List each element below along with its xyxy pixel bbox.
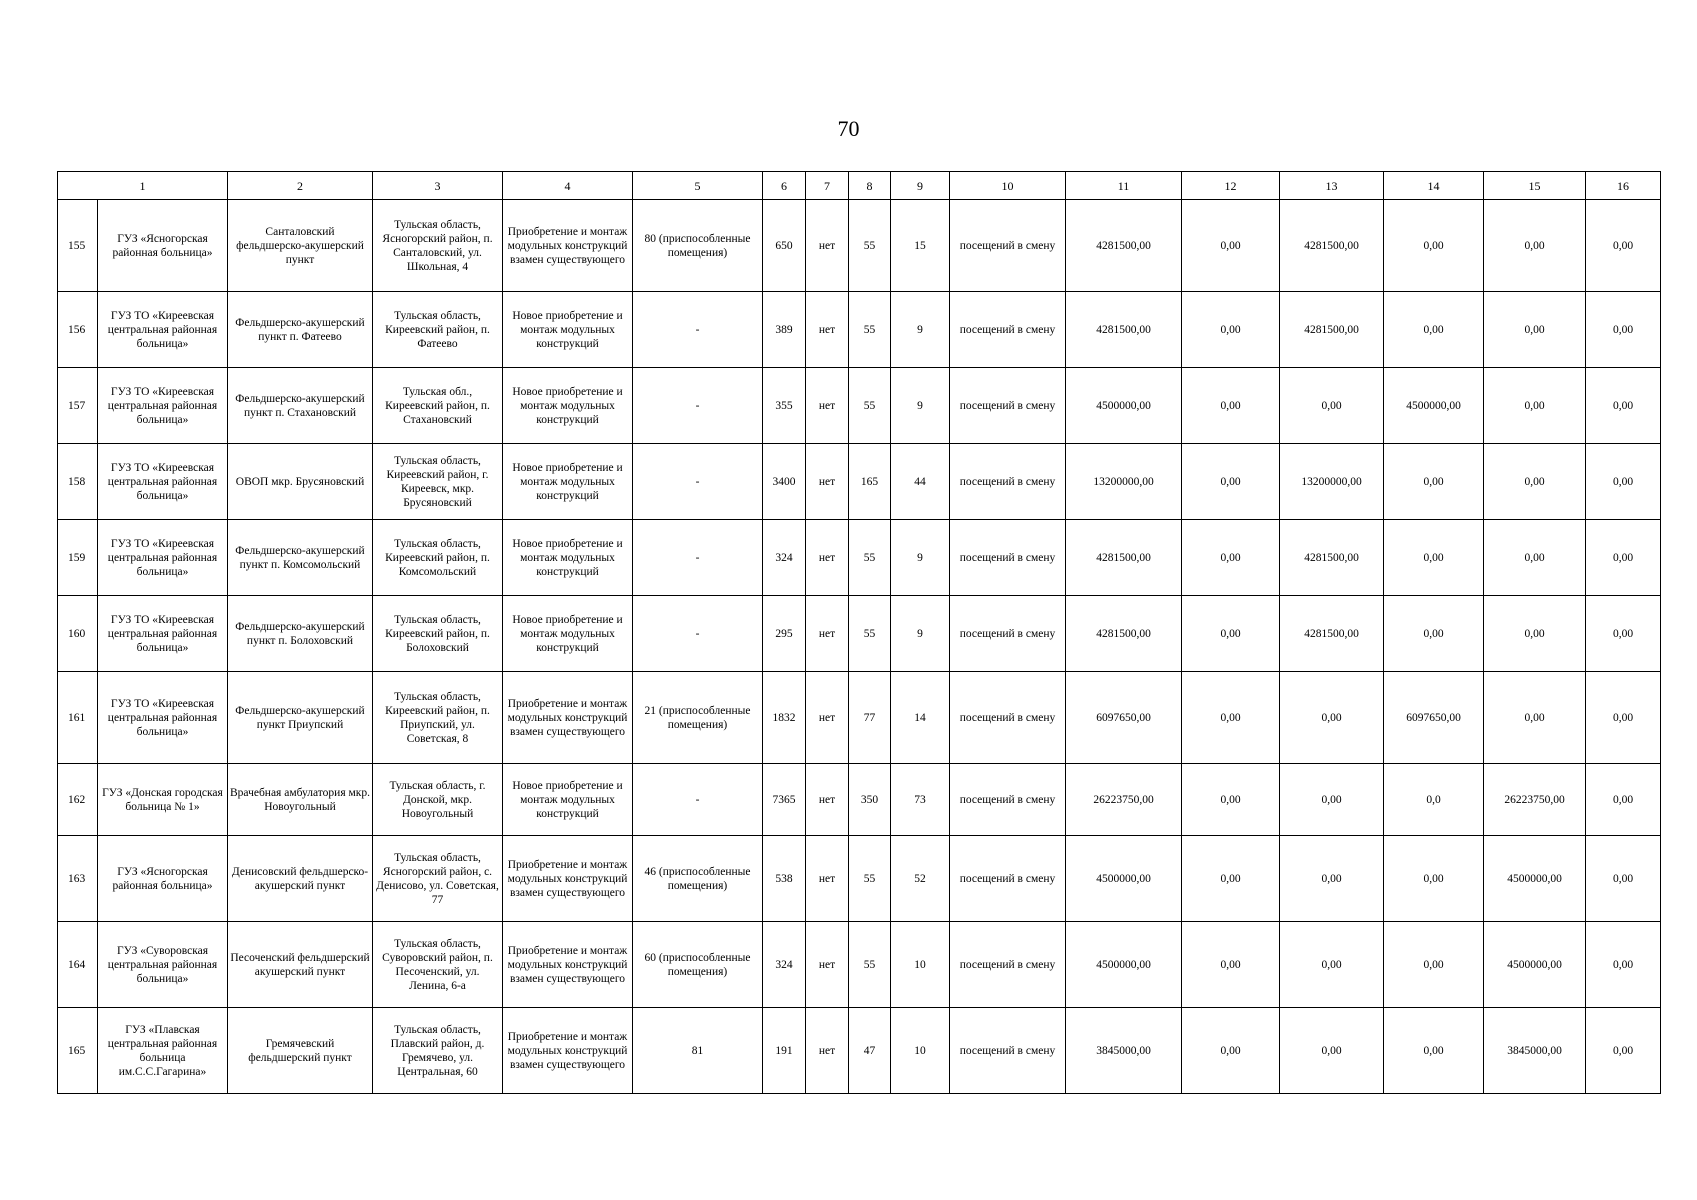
table-cell: 0,00 xyxy=(1586,520,1661,596)
table-cell: 650 xyxy=(763,200,806,292)
table-cell: Фельдшерско-акушерский пункт Приупский xyxy=(228,672,373,764)
row-number-cell: 163 xyxy=(58,836,98,922)
table-cell: 55 xyxy=(849,836,891,922)
table-cell: - xyxy=(633,292,763,368)
table-cell: 0,00 xyxy=(1586,200,1661,292)
table-cell: 0,00 xyxy=(1384,520,1484,596)
table-cell: 0,00 xyxy=(1586,672,1661,764)
table-cell: нет xyxy=(806,596,849,672)
table-cell: 324 xyxy=(763,520,806,596)
table-cell: Санталовский фельдшерско-акушерский пункт xyxy=(228,200,373,292)
column-header: 7 xyxy=(806,172,849,200)
table-cell: ГУЗ ТО «Киреевская центральная районная больница» xyxy=(98,520,228,596)
column-header: 12 xyxy=(1182,172,1280,200)
table-cell: посещений в смену xyxy=(950,292,1066,368)
table-cell: ГУЗ ТО «Киреевская центральная районная больница» xyxy=(98,596,228,672)
table-cell: 21 (приспособленные помещения) xyxy=(633,672,763,764)
column-header: 15 xyxy=(1484,172,1586,200)
table-cell: Тульская область, Киреевский район, п. Болоховский xyxy=(373,596,503,672)
table-row xyxy=(58,200,1661,292)
table-cell: 0,00 xyxy=(1182,292,1280,368)
table-cell: 0,00 xyxy=(1484,596,1586,672)
table-cell: 44 xyxy=(891,444,950,520)
row-number-cell: 162 xyxy=(58,764,98,836)
table-cell: 4281500,00 xyxy=(1280,596,1384,672)
table-cell: - xyxy=(633,444,763,520)
table-cell: нет xyxy=(806,764,849,836)
table-cell: ГУЗ «Донская городская больница № 1» xyxy=(98,764,228,836)
table-cell: 73 xyxy=(891,764,950,836)
table-cell: 0,00 xyxy=(1384,596,1484,672)
row-number-cell: 157 xyxy=(58,368,98,444)
table-cell: ГУЗ ТО «Киреевская центральная районная больница» xyxy=(98,292,228,368)
table-cell: - xyxy=(633,520,763,596)
table-cell: Гремячевский фельдшерский пункт xyxy=(228,1008,373,1094)
table-cell: 389 xyxy=(763,292,806,368)
table-cell: - xyxy=(633,764,763,836)
table-cell: посещений в смену xyxy=(950,922,1066,1008)
table-cell: 0,00 xyxy=(1586,292,1661,368)
table-cell: 0,0 xyxy=(1384,764,1484,836)
table-cell: 0,00 xyxy=(1484,200,1586,292)
column-header: 5 xyxy=(633,172,763,200)
register-table xyxy=(57,171,1661,1094)
table-cell: ГУЗ ТО «Киреевская центральная районная больница» xyxy=(98,368,228,444)
table-cell: 4500000,00 xyxy=(1066,368,1182,444)
table-cell: 4281500,00 xyxy=(1066,596,1182,672)
table-cell: 10 xyxy=(891,1008,950,1094)
table-cell: 0,00 xyxy=(1182,520,1280,596)
table-cell: ГУЗ «Суворовская центральная районная больница» xyxy=(98,922,228,1008)
table-cell: 6097650,00 xyxy=(1066,672,1182,764)
table-cell: 80 (приспособленные помещения) xyxy=(633,200,763,292)
table-row xyxy=(58,596,1661,672)
column-header: 8 xyxy=(849,172,891,200)
table-cell: нет xyxy=(806,922,849,1008)
row-number-cell: 156 xyxy=(58,292,98,368)
table-cell: 0,00 xyxy=(1586,368,1661,444)
table-cell: Тульская область, Киреевский район, п. Фатеево xyxy=(373,292,503,368)
table-row xyxy=(58,520,1661,596)
table-cell: Тульская область, г. Донской, мкр. Новоугольный xyxy=(373,764,503,836)
table-cell: нет xyxy=(806,292,849,368)
table-row xyxy=(58,922,1661,1008)
table-row xyxy=(58,672,1661,764)
table-cell: посещений в смену xyxy=(950,368,1066,444)
table-cell: 0,00 xyxy=(1182,368,1280,444)
table-cell: ГУЗ ТО «Киреевская центральная районная больница» xyxy=(98,672,228,764)
table-cell: Фельдшерско-акушерский пункт п. Стахановский xyxy=(228,368,373,444)
table-cell: 4500000,00 xyxy=(1384,368,1484,444)
table-cell: ГУЗ ТО «Киреевская центральная районная больница» xyxy=(98,444,228,520)
table-cell: 0,00 xyxy=(1280,368,1384,444)
table-cell: 0,00 xyxy=(1484,520,1586,596)
table-cell: 0,00 xyxy=(1384,292,1484,368)
table-cell: 0,00 xyxy=(1280,764,1384,836)
table-row xyxy=(58,292,1661,368)
table-cell: ГУЗ «Ясногорская районная больница» xyxy=(98,200,228,292)
table-cell: нет xyxy=(806,520,849,596)
table-cell: 4281500,00 xyxy=(1280,520,1384,596)
table-cell: 77 xyxy=(849,672,891,764)
table-cell: 0,00 xyxy=(1280,672,1384,764)
table-cell: Тульская область, Ясногорский район, п. Санталовский, ул. Школьная, 4 xyxy=(373,200,503,292)
table-cell: 0,00 xyxy=(1384,836,1484,922)
table-cell: Приобретение и монтаж модульных конструкций взамен существующего xyxy=(503,1008,633,1094)
table-cell: 47 xyxy=(849,1008,891,1094)
table-cell: 9 xyxy=(891,368,950,444)
table-cell: Фельдшерско-акушерский пункт п. Болоховский xyxy=(228,596,373,672)
table-cell: Приобретение и монтаж модульных конструкций взамен существующего xyxy=(503,836,633,922)
table-cell: 7365 xyxy=(763,764,806,836)
table-cell: Денисовский фельдшерско-акушерский пункт xyxy=(228,836,373,922)
table-cell: 9 xyxy=(891,292,950,368)
table-row xyxy=(58,444,1661,520)
table-cell: нет xyxy=(806,1008,849,1094)
table-cell: ГУЗ «Плавская центральная районная больница им.С.С.Гагарина» xyxy=(98,1008,228,1094)
table-cell: 4500000,00 xyxy=(1484,922,1586,1008)
table-cell: 4281500,00 xyxy=(1066,292,1182,368)
table-cell: Новое приобретение и монтаж модульных конструкций xyxy=(503,368,633,444)
table-cell: Новое приобретение и монтаж модульных конструкций xyxy=(503,596,633,672)
table-cell: 0,00 xyxy=(1182,596,1280,672)
table-cell: 0,00 xyxy=(1384,1008,1484,1094)
column-header: 4 xyxy=(503,172,633,200)
table-cell: 52 xyxy=(891,836,950,922)
table-cell: 4500000,00 xyxy=(1066,836,1182,922)
table-cell: 46 (приспособленные помещения) xyxy=(633,836,763,922)
table-cell: Новое приобретение и монтаж модульных конструкций xyxy=(503,444,633,520)
table-cell: 55 xyxy=(849,368,891,444)
table-cell: 0,00 xyxy=(1586,444,1661,520)
column-header: 10 xyxy=(950,172,1066,200)
table-cell: 165 xyxy=(849,444,891,520)
table-cell: нет xyxy=(806,836,849,922)
table-cell: 1832 xyxy=(763,672,806,764)
table-cell: Тульская область, Киреевский район, п. Комсомольский xyxy=(373,520,503,596)
table-cell: 55 xyxy=(849,596,891,672)
table-cell: посещений в смену xyxy=(950,520,1066,596)
table-cell: 191 xyxy=(763,1008,806,1094)
table-cell: 0,00 xyxy=(1586,1008,1661,1094)
column-header: 6 xyxy=(763,172,806,200)
table-cell: посещений в смену xyxy=(950,1008,1066,1094)
table-cell: посещений в смену xyxy=(950,596,1066,672)
table-cell: Тульская область, Ясногорский район, с. Денисово, ул. Советская, 77 xyxy=(373,836,503,922)
column-header: 9 xyxy=(891,172,950,200)
table-cell: Тульская обл., Киреевский район, п. Стахановский xyxy=(373,368,503,444)
table-cell: 0,00 xyxy=(1586,596,1661,672)
table-cell: 0,00 xyxy=(1384,444,1484,520)
table-cell: 0,00 xyxy=(1182,1008,1280,1094)
table-cell: нет xyxy=(806,368,849,444)
table-cell: 0,00 xyxy=(1484,368,1586,444)
table-cell: 81 xyxy=(633,1008,763,1094)
table-cell: Новое приобретение и монтаж модульных конструкций xyxy=(503,764,633,836)
table-cell: 0,00 xyxy=(1182,672,1280,764)
row-number-cell: 160 xyxy=(58,596,98,672)
row-number-cell: 164 xyxy=(58,922,98,1008)
table-cell: 0,00 xyxy=(1484,672,1586,764)
table-cell: Новое приобретение и монтаж модульных конструкций xyxy=(503,520,633,596)
table-cell: Песоченский фельдшерский акушерский пункт xyxy=(228,922,373,1008)
table-cell: 9 xyxy=(891,596,950,672)
table-cell: 3845000,00 xyxy=(1066,1008,1182,1094)
table-cell: 60 (приспособленные помещения) xyxy=(633,922,763,1008)
table-cell: - xyxy=(633,368,763,444)
table-cell: 4281500,00 xyxy=(1066,520,1182,596)
table-cell: 0,00 xyxy=(1384,922,1484,1008)
table-cell: Приобретение и монтаж модульных конструкций взамен существующего xyxy=(503,200,633,292)
table-cell: нет xyxy=(806,200,849,292)
table-cell: 26223750,00 xyxy=(1066,764,1182,836)
column-header: 1 xyxy=(58,172,228,200)
table-cell: 0,00 xyxy=(1182,200,1280,292)
table-cell: 355 xyxy=(763,368,806,444)
table-cell: 0,00 xyxy=(1586,922,1661,1008)
table-cell: Тульская область, Плавский район, д. Гремячево, ул. Центральная, 60 xyxy=(373,1008,503,1094)
table-cell: 0,00 xyxy=(1182,836,1280,922)
table-cell: 4500000,00 xyxy=(1484,836,1586,922)
table-cell: Тульская область, Киреевский район, г. Киреевск, мкр. Брусяновский xyxy=(373,444,503,520)
table-cell: посещений в смену xyxy=(950,672,1066,764)
column-header: 2 xyxy=(228,172,373,200)
table-cell: 0,00 xyxy=(1182,444,1280,520)
table-cell: ГУЗ «Ясногорская районная больница» xyxy=(98,836,228,922)
table-cell: 4500000,00 xyxy=(1066,922,1182,1008)
table-cell: 0,00 xyxy=(1182,764,1280,836)
table-cell: 55 xyxy=(849,922,891,1008)
table-cell: Тульская область, Киреевский район, п. Приупский, ул. Советская, 8 xyxy=(373,672,503,764)
row-number-cell: 155 xyxy=(58,200,98,292)
table-cell: 350 xyxy=(849,764,891,836)
table-cell: 9 xyxy=(891,520,950,596)
row-number-cell: 158 xyxy=(58,444,98,520)
table-cell: 10 xyxy=(891,922,950,1008)
table-cell: 324 xyxy=(763,922,806,1008)
table-cell: 0,00 xyxy=(1484,292,1586,368)
table-cell: 55 xyxy=(849,520,891,596)
table-cell: 0,00 xyxy=(1280,922,1384,1008)
table-row xyxy=(58,368,1661,444)
table-cell: 4281500,00 xyxy=(1280,200,1384,292)
table-cell: нет xyxy=(806,672,849,764)
table-cell: 3400 xyxy=(763,444,806,520)
table-cell: 0,00 xyxy=(1280,836,1384,922)
table-cell: 13200000,00 xyxy=(1280,444,1384,520)
table-cell: посещений в смену xyxy=(950,200,1066,292)
table-cell: посещений в смену xyxy=(950,836,1066,922)
table-cell: Фельдшерско-акушерский пункт п. Комсомольский xyxy=(228,520,373,596)
table-cell: 0,00 xyxy=(1586,836,1661,922)
table-cell: посещений в смену xyxy=(950,444,1066,520)
table-cell: Новое приобретение и монтаж модульных конструкций xyxy=(503,292,633,368)
table-cell: 4281500,00 xyxy=(1066,200,1182,292)
table-cell: Фельдшерско-акушерский пункт п. Фатеево xyxy=(228,292,373,368)
table-body xyxy=(58,200,1661,1094)
table-cell: Приобретение и монтаж модульных конструкций взамен существующего xyxy=(503,922,633,1008)
table-cell: 3845000,00 xyxy=(1484,1008,1586,1094)
row-number-cell: 161 xyxy=(58,672,98,764)
table-cell: Приобретение и монтаж модульных конструкций взамен существующего xyxy=(503,672,633,764)
table-cell: Врачебная амбулатория мкр. Новоугольный xyxy=(228,764,373,836)
column-header: 14 xyxy=(1384,172,1484,200)
table-cell: 13200000,00 xyxy=(1066,444,1182,520)
table-row xyxy=(58,764,1661,836)
table-cell: - xyxy=(633,596,763,672)
table-cell: 0,00 xyxy=(1280,1008,1384,1094)
column-header: 11 xyxy=(1066,172,1182,200)
table-cell: 538 xyxy=(763,836,806,922)
page-number: 70 xyxy=(837,116,860,141)
table-cell: 15 xyxy=(891,200,950,292)
table-cell: 26223750,00 xyxy=(1484,764,1586,836)
table-cell: 4281500,00 xyxy=(1280,292,1384,368)
column-header: 13 xyxy=(1280,172,1384,200)
column-header: 3 xyxy=(373,172,503,200)
table-cell: 0,00 xyxy=(1586,764,1661,836)
table-cell: 55 xyxy=(849,200,891,292)
header-row xyxy=(58,172,1661,200)
table-cell: 6097650,00 xyxy=(1384,672,1484,764)
table-cell: 55 xyxy=(849,292,891,368)
table-cell: 0,00 xyxy=(1182,922,1280,1008)
column-header: 16 xyxy=(1586,172,1661,200)
table-cell: 295 xyxy=(763,596,806,672)
table-cell: 0,00 xyxy=(1384,200,1484,292)
table-row xyxy=(58,836,1661,922)
table-row xyxy=(58,1008,1661,1094)
table-cell: посещений в смену xyxy=(950,764,1066,836)
table-cell: 0,00 xyxy=(1484,444,1586,520)
row-number-cell: 165 xyxy=(58,1008,98,1094)
row-number-cell: 159 xyxy=(58,520,98,596)
table-cell: нет xyxy=(806,444,849,520)
table-cell: 14 xyxy=(891,672,950,764)
table-cell: ОВОП мкр. Брусяновский xyxy=(228,444,373,520)
table-cell: Тульская область, Суворовский район, п. Песоченский, ул. Ленина, 6-а xyxy=(373,922,503,1008)
